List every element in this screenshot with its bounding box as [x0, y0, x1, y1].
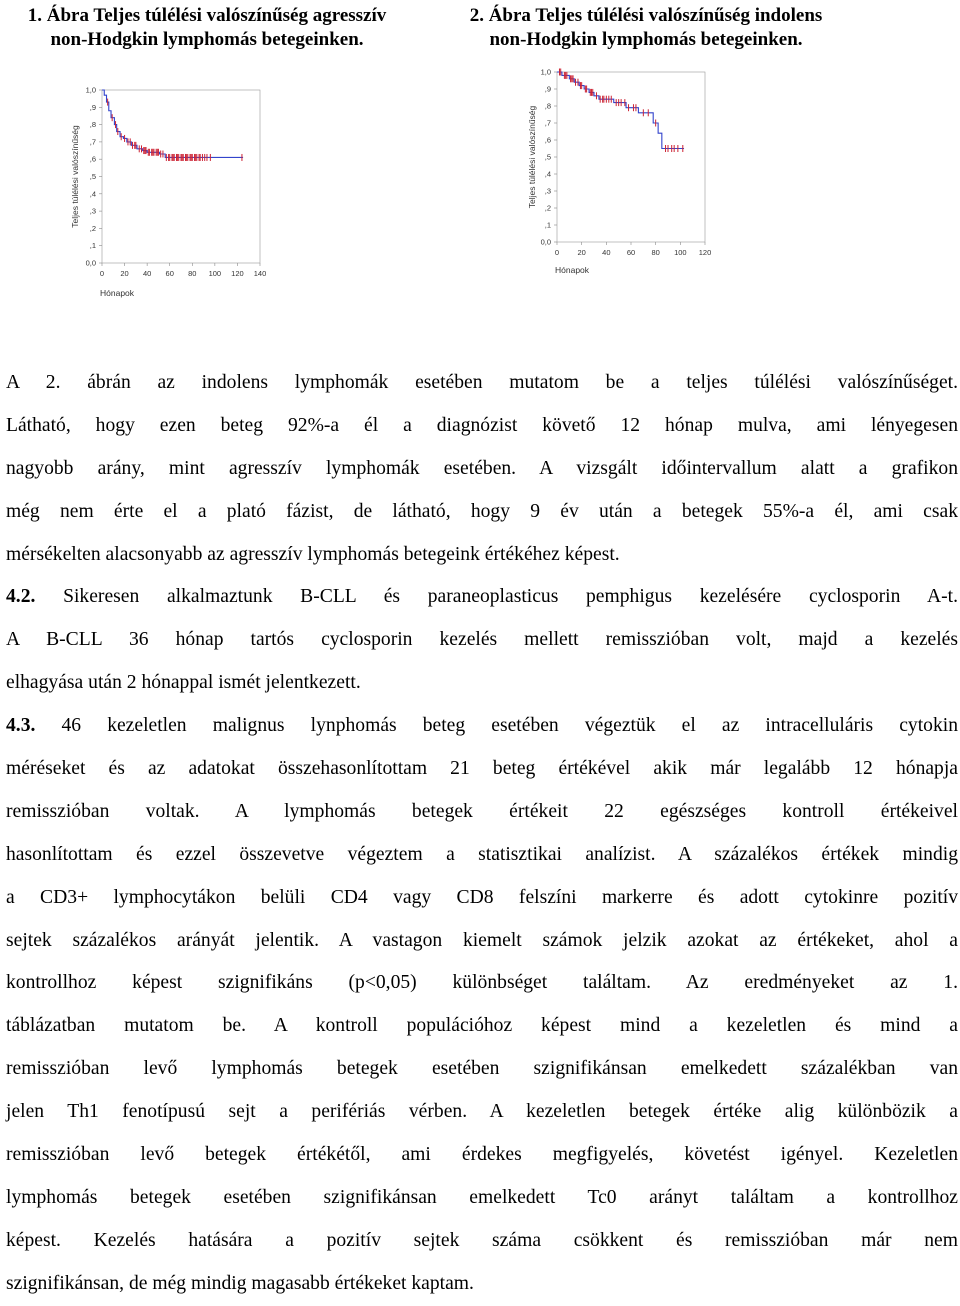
text-line: [6, 877, 958, 920]
y-tick-label: ,6: [544, 135, 551, 145]
y-tick-label: ,3: [544, 186, 551, 196]
y-axis-label: Teljes túlélési valószínűség: [70, 125, 80, 228]
text-segment: 46 kezeletlen malignus lynphomás beteg esetében végeztük el az intracelluláris cytokin: [35, 715, 958, 737]
survival-curve: [557, 72, 684, 149]
text-line: [6, 405, 958, 448]
y-tick-label: ,5: [89, 172, 96, 181]
text-line: [6, 834, 958, 877]
text-segment: kontrollhoz képest szignifikáns (p<0,05) különbséget találtam. Az eredményeket az 1.: [6, 972, 958, 994]
y-tick-label: ,2: [544, 203, 551, 213]
text-line: [6, 748, 958, 791]
y-tick-label: ,8: [89, 120, 96, 130]
plot-frame: [102, 90, 260, 263]
x-tick-label: 100: [674, 248, 687, 257]
figure-2-caption-line-2: non-Hodgkin lymphomás betegeinken.: [489, 29, 803, 50]
y-tick-label: ,8: [544, 101, 551, 111]
text-line: [6, 362, 958, 405]
figure-1-survival-chart: [60, 0, 390, 310]
x-tick-label: 100: [208, 269, 222, 278]
figure-1-caption-line-1: 1. Ábra Teljes túlélési valószínűség agresszív: [27, 5, 387, 26]
text-segment: nagyobb arány, mint agresszív lymphomák esetében. A vizsgált időintervallum alatt a grafikon: [6, 457, 958, 479]
x-tick-label: 120: [231, 269, 244, 278]
x-tick-label: 80: [188, 269, 197, 278]
y-tick-label: ,6: [89, 154, 96, 164]
y-tick-label: ,7: [89, 137, 96, 147]
y-tick-label: ,9: [544, 84, 551, 94]
x-tick-label: 0: [554, 248, 560, 257]
text-segment: képest. Kezelés hatására a pozitív sejtek száma csökkent és remisszióban már nem: [6, 1229, 958, 1251]
text-line: [6, 920, 958, 963]
text-segment: még nem érte el a plató fázist, de látható, hogy 9 év után a betegek 55%-a él, ami csak: [6, 500, 958, 522]
text-line: [6, 619, 958, 662]
text-line: [6, 491, 958, 534]
x-axis-label: Hónapok: [555, 265, 590, 275]
text-line: [6, 791, 958, 834]
section-number: 4.3.: [6, 715, 36, 737]
text-segment: lymphomás betegek esetében szignifikánsan emelkedett Tc0 arányt találtam a kontrollhoz: [6, 1186, 958, 1208]
text-segment: a CD3+ lymphocytákon belüli CD4 vagy CD8 felszíni markerre és adott cytokinre pozitív: [6, 886, 958, 908]
text-line: [6, 1091, 958, 1134]
text-segment: táblázatban mutatom be. A kontroll populációhoz képest mind a kezeletlen és mind a: [6, 1015, 958, 1037]
text-segment: Sikeresen alkalmaztunk B-CLL és paraneoplasticus pemphigus kezelésére cyclosporin A-t.: [35, 586, 958, 608]
y-tick-label: ,1: [89, 241, 96, 251]
text-segment: remisszióban levő betegek értékétől, ami érdekes megfigyelés, követést igényel. Kezeletlen: [6, 1144, 958, 1166]
y-tick-label: ,2: [89, 223, 96, 233]
text-line: [6, 1134, 958, 1177]
y-tick-label: 0,0: [540, 237, 551, 247]
y-tick-label: ,4: [544, 169, 551, 179]
text-line: [6, 1177, 958, 1220]
text-line: [6, 662, 958, 705]
text-line: [6, 705, 958, 748]
y-tick-label: 1,0: [85, 85, 96, 95]
section-number: 4.2.: [6, 586, 36, 608]
x-tick-label: 140: [253, 269, 267, 278]
text-segment: Látható, hogy ezen beteg 92%-a él a diagnózist követő 12 hónap mulva, ami lényegesen: [6, 414, 958, 436]
body-text: [6, 362, 958, 1306]
x-tick-label: 80: [651, 248, 660, 257]
survival-curve: [102, 90, 243, 157]
x-tick-label: 20: [577, 248, 586, 257]
x-tick-label: 60: [165, 269, 174, 278]
figure-2-caption-line-1: 2. Ábra Teljes túlélési valószínűség indolens: [469, 5, 823, 26]
x-tick-label: 20: [120, 269, 129, 278]
text-line: [6, 448, 958, 491]
y-tick-label: ,1: [544, 220, 551, 230]
x-tick-label: 40: [602, 248, 611, 257]
y-tick-label: 0,0: [85, 258, 96, 268]
y-tick-label: ,9: [89, 102, 96, 112]
text-segment: remisszióban voltak. A lymphomás betegek értékeit 22 egészséges kontroll értékeivel: [6, 800, 958, 822]
y-tick-label: ,4: [89, 189, 96, 199]
y-tick-label: 1,0: [540, 67, 551, 77]
text-line: [6, 1220, 958, 1263]
x-tick-label: 0: [99, 269, 105, 278]
y-axis-label: Teljes túlélési valószínűség: [527, 105, 537, 209]
text-line: [6, 1263, 958, 1306]
y-tick-label: ,3: [89, 206, 96, 216]
text-segment: mérsékelten alacsonyabb az agresszív lymphomás betegeink értékéhez képest.: [6, 543, 620, 565]
text-segment: A B-CLL 36 hónap tartós cyclosporin kezelés mellett remisszióban volt, majd a kezelés: [6, 629, 958, 651]
text-line: [6, 962, 958, 1005]
text-segment: sejtek százalékos arányát jelentik. A vastagon kiemelt számok jelzik azokat az értékeket, ahol a: [6, 929, 958, 951]
y-tick-label: ,7: [544, 118, 551, 128]
text-line: [6, 1048, 958, 1091]
figure-2-survival-chart: [520, 0, 780, 290]
text-line: [6, 1005, 958, 1048]
y-tick-label: ,5: [544, 152, 551, 162]
x-tick-label: 40: [142, 269, 152, 278]
text-segment: A 2. ábrán az indolens lymphomák esetében mutatom be a teljes túlélési valószínűséget.: [6, 372, 958, 393]
text-segment: hasonlítottam és ezzel összevetve végeztem a statisztikai analízist. A százalékos értékek mindig: [6, 843, 958, 865]
x-tick-label: 60: [626, 248, 636, 257]
text-line: [6, 576, 958, 619]
text-segment: méréseket és az adatokat összehasonlítottam 21 beteg értékével akik már legalább 12 hónapja: [6, 758, 958, 780]
figure-1-caption-line-2: non-Hodgkin lymphomás betegeinken.: [50, 29, 364, 50]
text-line: [6, 534, 958, 577]
x-tick-label: 120: [698, 248, 712, 257]
text-segment: jelen Th1 fenotípusú sejt a perifériás vérben. A kezeletlen betegek értéke alig különbözik a: [6, 1101, 958, 1123]
plot-frame: [557, 72, 705, 242]
text-segment: remisszióban levő lymphomás betegek esetében szignifikánsan emelkedett százalékban van: [6, 1058, 958, 1080]
text-segment: elhagyása után 2 hónappal ismét jelentkezett.: [6, 672, 361, 694]
text-segment: szignifikánsan, de még mindig magasabb értékeket kaptam.: [6, 1272, 474, 1294]
x-axis-label: Hónapok: [100, 288, 135, 298]
